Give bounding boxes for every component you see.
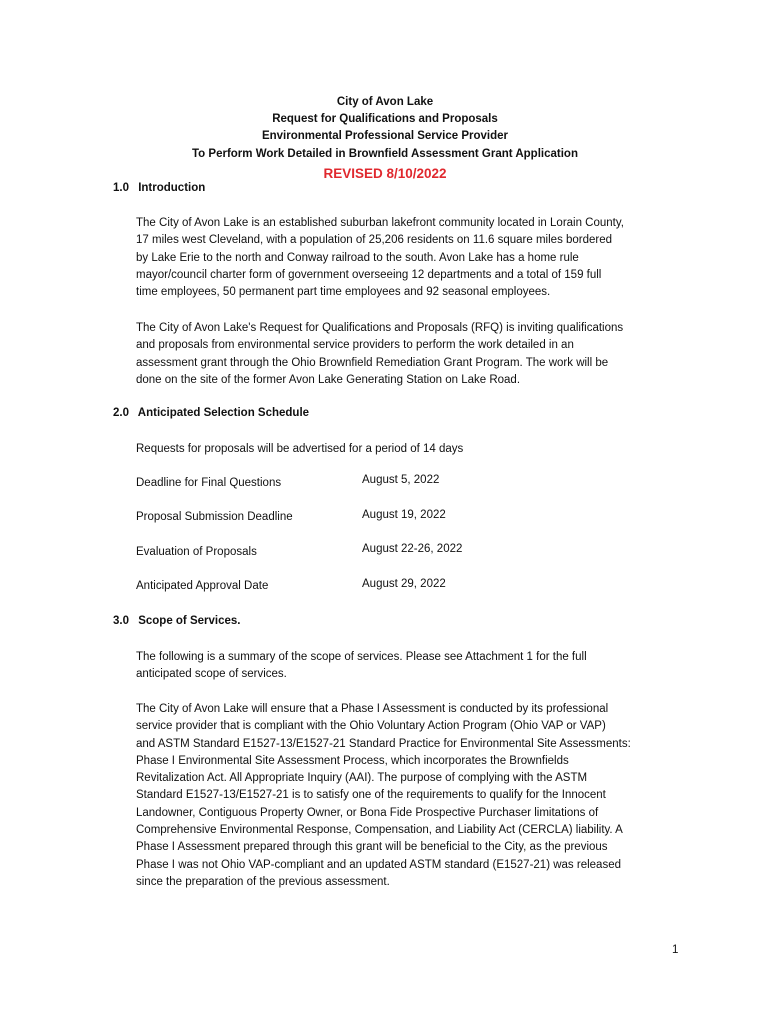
schedule-date: August 22-26, 2022: [362, 543, 463, 555]
page-number: 1: [672, 944, 679, 956]
schedule-label: Anticipated Approval Date: [136, 580, 269, 592]
header-request: Request for Qualifications and Proposals: [272, 113, 498, 125]
schedule-date: August 29, 2022: [362, 578, 446, 590]
section-2-heading: [113, 407, 309, 419]
intro-paragraph-1: The City of Avon Lake is an established suburban lakefront community located in Lorain County, 17 miles west Cleveland, with a population of 25,206 residents on 11.6 square miles bordered by Lake Erie to the north and Conway railroad to the south. Avon Lake has a home rule mayor/council charter form of government overseeing 12 departments and a total of 159 full time employees, 50 permanent part time employees and 92 seasonal employees.: [136, 217, 624, 299]
section-3-title: Scope of Services.: [138, 615, 241, 627]
section-1-number: 1.0: [113, 182, 129, 194]
header-purpose: To Perform Work Detailed in Brownfield Assessment Grant Application: [192, 148, 578, 160]
header-provider: Environmental Professional Service Provider: [261, 130, 509, 142]
section-3-number: 3.0: [113, 615, 129, 627]
section-3-heading: [113, 615, 240, 627]
schedule-intro: Requests for proposals will be advertised for a period of 14 days: [136, 443, 464, 455]
section-1-heading: [113, 182, 205, 194]
schedule-date: August 5, 2022: [362, 474, 440, 486]
section-2-number: 2.0: [113, 407, 129, 419]
scope-paragraph-1: The following is a summary of the scope of services. Please see Attachment 1 for the full anticipated scope of services.: [136, 651, 587, 681]
intro-paragraph-2: The City of Avon Lake's Request for Qualifications and Proposals (RFQ) is inviting qualifications and proposals from environmental service providers to perform the work detailed in an assessment grant through the Ohio Brownfield Remediation Grant Program. The work will be done on the site of the former Avon Lake Generating Station on Lake Road.: [136, 322, 624, 386]
schedule-label: Deadline for Final Questions: [136, 477, 282, 489]
section-1-title: Introduction: [138, 182, 206, 194]
scope-paragraph-2: The City of Avon Lake will ensure that a Phase I Assessment is conducted by its professional service provider that is compliant with the Ohio Voluntary Action Program (Ohio VAP or VAP) and ASTM Standard E1527-13/E1527-21 Standard Practice for Environmental Site Assessments: Phase I Environmental Site Assessment Process, which incorporates the Brownfields Revitalization Act. All Appropriate Inquiry (AAI). The purpose of complying with the ASTM Standard E1527-13/E1527-21 is to satisfy one of the requirements to qualify for the Innocent Landowner, Contiguous Property Owner, or Bona Fide Prospective Purchaser limitations of Comprehensive Environmental Response, Compensation, and Liability Act (CERCLA) liability. A Phase I Assessment prepared through this grant will be beneficial to the City, as the previous Phase I was not Ohio VAP-compliant and an updated ASTM standard (E1527-21) was released since the preparation of the previous assessment.: [136, 703, 631, 888]
revised-date: REVISED 8/10/2022: [323, 166, 447, 181]
schedule-date: August 19, 2022: [362, 509, 446, 521]
schedule-label: Proposal Submission Deadline: [136, 511, 293, 523]
header-city: City of Avon Lake: [336, 96, 434, 108]
section-2-title: Anticipated Selection Schedule: [137, 407, 310, 419]
schedule-label: Evaluation of Proposals: [136, 546, 257, 558]
